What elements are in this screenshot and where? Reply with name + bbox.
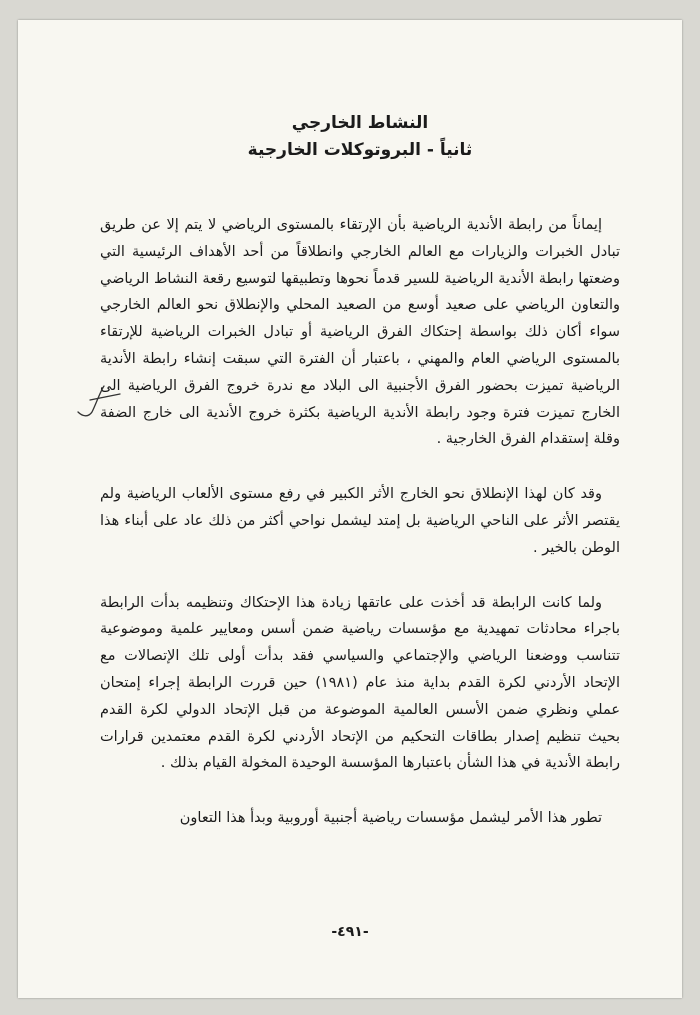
page-subtitle: ثانياً - البروتوكلات الخارجية <box>247 140 473 160</box>
page-title: النشاط الخارجي <box>291 113 429 133</box>
page-content <box>100 110 620 832</box>
handwritten-checkmark-icon <box>74 382 124 422</box>
document-page <box>18 20 682 998</box>
paragraph-3: ولما كانت الرابطة قد أخذت على عاتقها زيادة هذا الإحتكاك وتنظيمه بدأت الرابطة باجراء محادثات تمهيدية مع مؤسسات رياضية ضمن أسس ومعايير علمية وموضوعية تتناسب ووضعنا الرياضي والإجتماعي والسياسي فقد بدأت أولى تلك الإتصالات مع الإتحاد الأردني لكرة القدم بداية منذ عام (١٩٨١) حين قررت الرابطة إجراء إمتحان عملي ونظري ضمن الأسس العالمية الموضوعة من قبل الإتحاد الدولي لكرة القدم بحيث تنظيم إصدار بطاقات التحكيم من الإتحاد الأردني لكرة القدم معتمدين قرارات رابطة الأندية في هذا الشأن باعتبارها المؤسسة الوحيدة المخولة القيام بذلك . <box>100 594 621 772</box>
page-number: -٤٩١- <box>331 924 369 940</box>
paragraph-1: إيماناً من رابطة الأندية الرياضية بأن الإرتقاء بالمستوى الرياضي لا يتم إلا عن طريق تبادل الخبرات والزيارات مع العالم الخارجي وانطلاقاً من أحد الأهداف الرئيسية التي وضعتها رابطة الأندية الرياضية للسير قدماً نحوها وتطبيقها لتوسيع رقعة النشاط الرياضي والتعاون الرياضي على صعيد أوسع من الصعيد المحلي والإنطلاق نحو العالم الخارجي سواء أكان ذلك بواسطة إحتكاك الفرق الرياضية أو تبادل الخبرات الرياضية للإرتقاء بالمستوى الرياضي العام والمهني ، باعتبار أن الفترة التي سبقت إنشاء رابطة الأندية الرياضية تميزت بحضور الفرق الأجنبية الى البلاد مع ندرة خروج الفرق الرياضية الى الخارج تميزت فترة وجود رابطة الأندية الرياضية بكثرة خروج الأندية الى خارج الضفة وقلة إستقدام الفرق الخارجية . <box>100 217 620 448</box>
paragraph-4: تطور هذا الأمر ليشمل مؤسسات رياضية أجنبية أوروبية وبدأ هذا التعاون <box>179 810 602 827</box>
paragraph-2: وقد كان لهذا الإنطلاق نحو الخارج الأثر الكبير في رفع مستوى الألعاب الرياضية ولم يقتصر الأثر على الناحي الرياضية بل إمتد ليشمل نواحي أكثر من ذلك عاد على أبناء هذا الوطن بالخير . <box>100 486 620 556</box>
